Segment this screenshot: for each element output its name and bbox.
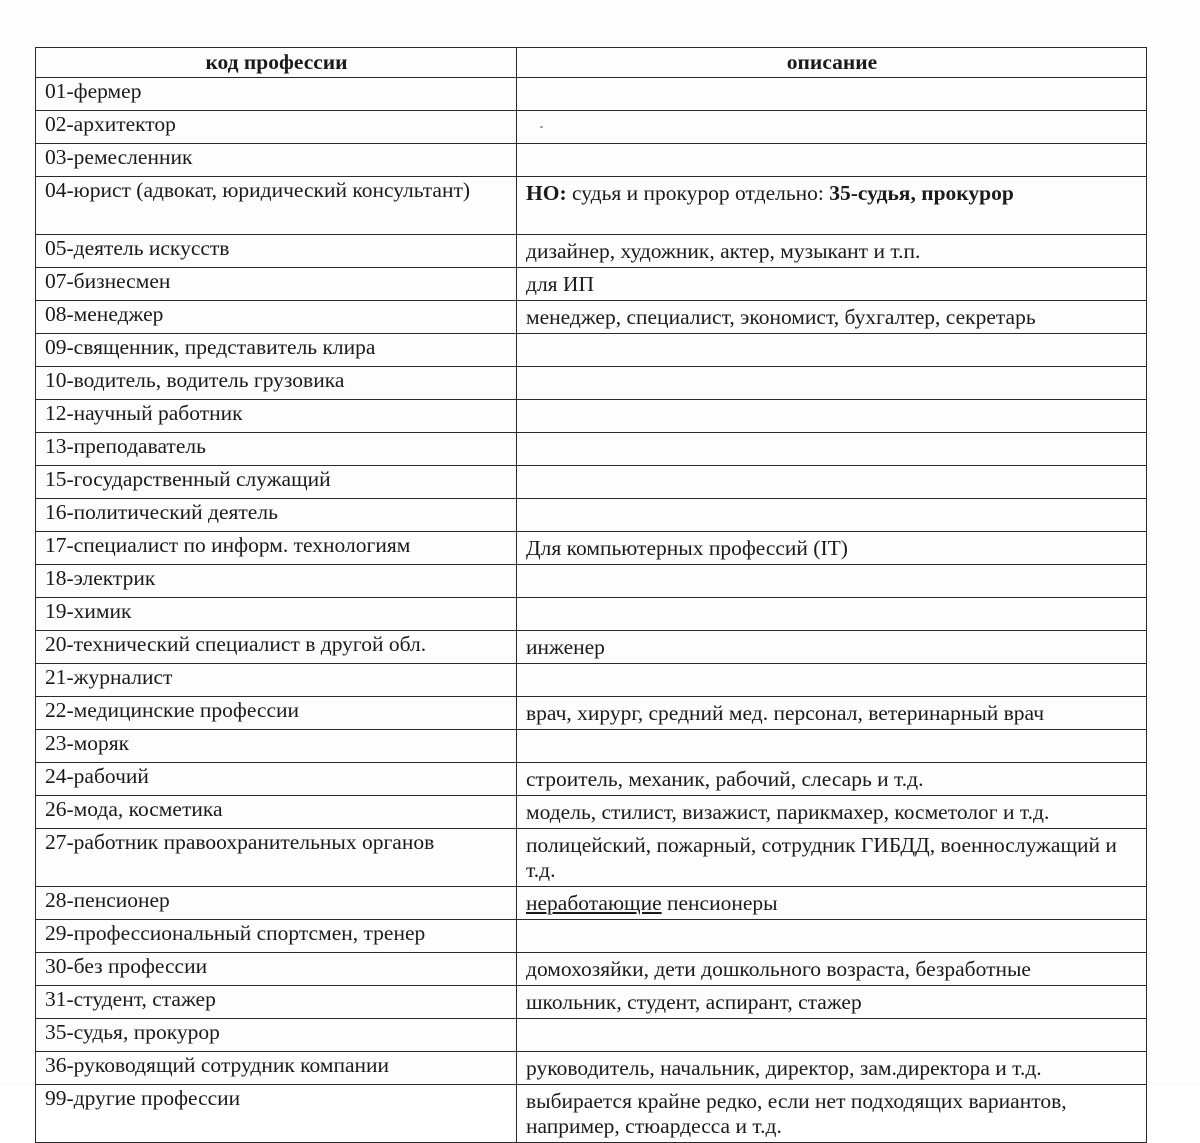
description-cell — [517, 598, 1147, 631]
table-row — [36, 144, 1147, 177]
code-cell: 31-студент, стажер — [36, 986, 517, 1019]
description-text: судья и прокурор отдельно: — [566, 181, 830, 205]
code-cell: 20-технический специалист в другой обл. — [36, 631, 517, 664]
description-cell: домохозяйки, дети дошкольного возраста, безработные — [517, 953, 1147, 986]
description-cell — [517, 887, 1147, 920]
description-cell: школьник, студент, аспирант, стажер — [517, 986, 1147, 1019]
code-cell: 99-другие профессии — [36, 1085, 517, 1143]
description-cell — [517, 433, 1147, 466]
code-cell: 28-пенсионер — [36, 887, 517, 920]
code-cell: 03-ремесленник — [36, 144, 517, 177]
description-cell: строитель, механик, рабочий, слесарь и т.д. — [517, 763, 1147, 796]
description-cell: для ИП — [517, 268, 1147, 301]
description-cell — [517, 565, 1147, 598]
description-cell: полицейский, пожарный, сотрудник ГИБДД, военнослужащий и т.д. — [517, 829, 1147, 887]
code-cell: 18-электрик — [36, 565, 517, 598]
code-cell: 21-журналист — [36, 664, 517, 697]
code-cell: 13-преподаватель — [36, 433, 517, 466]
table-row — [36, 697, 1147, 730]
table-row — [36, 1019, 1147, 1052]
table-row — [36, 1052, 1147, 1085]
code-cell: 04-юрист (адвокат, юридический консультант) — [36, 177, 517, 235]
description-cell: выбирается крайне редко, если нет подходящих вариантов, например, стюардесса и т.д. — [517, 1085, 1147, 1143]
table-row — [36, 466, 1147, 499]
description-cell — [517, 177, 1147, 235]
code-cell: 15-государственный служащий — [36, 466, 517, 499]
description-cell: менеджер, специалист, экономист, бухгалтер, секретарь — [517, 301, 1147, 334]
table-row — [36, 78, 1147, 111]
description-cell — [517, 144, 1147, 177]
code-cell: 22-медицинские профессии — [36, 697, 517, 730]
header-description: описание — [517, 48, 1147, 78]
description-cell — [517, 920, 1147, 953]
code-cell: 08-менеджер — [36, 301, 517, 334]
description-bold-prefix: НО: — [526, 181, 567, 205]
code-cell: 17-специалист по информ. технологиям — [36, 532, 517, 565]
table-row — [36, 730, 1147, 763]
code-cell: 36-руководящий сотрудник компании — [36, 1052, 517, 1085]
code-cell: 07-бизнесмен — [36, 268, 517, 301]
code-cell: 12-научный работник — [36, 400, 517, 433]
description-cell — [517, 499, 1147, 532]
table-row — [36, 1085, 1147, 1143]
code-cell: 02-архитектор — [36, 111, 517, 144]
code-cell: 26-мода, косметика — [36, 796, 517, 829]
description-bold-suffix: 35-судья, прокурор — [829, 181, 1014, 205]
profession-codes-table — [35, 47, 1147, 1143]
table-row — [36, 111, 1147, 144]
table-row — [36, 400, 1147, 433]
description-cell — [517, 78, 1147, 111]
description-cell — [517, 466, 1147, 499]
description-cell — [517, 367, 1147, 400]
table-row — [36, 953, 1147, 986]
description-cell: инженер — [517, 631, 1147, 664]
table-row — [36, 367, 1147, 400]
table-row — [36, 433, 1147, 466]
table-row — [36, 664, 1147, 697]
description-underlined: неработающие — [526, 891, 662, 915]
table-row — [36, 763, 1147, 796]
code-cell: 29-профессиональный спортсмен, тренер — [36, 920, 517, 953]
description-cell: руководитель, начальник, директор, зам.директора и т.д. — [517, 1052, 1147, 1085]
table-row — [36, 920, 1147, 953]
code-cell: 35-судья, прокурор — [36, 1019, 517, 1052]
description-cell — [517, 334, 1147, 367]
table-row — [36, 177, 1147, 235]
header-code: код профессии — [36, 48, 517, 78]
code-cell: 01-фермер — [36, 78, 517, 111]
description-cell — [517, 664, 1147, 697]
code-cell: 05-деятель искусств — [36, 235, 517, 268]
description-cell: модель, стилист, визажист, парикмахер, косметолог и т.д. — [517, 796, 1147, 829]
table-row — [36, 986, 1147, 1019]
code-cell: 30-без профессии — [36, 953, 517, 986]
table-row — [36, 532, 1147, 565]
description-cell: Для компьютерных профессий (IT) — [517, 532, 1147, 565]
table-header-row — [36, 48, 1147, 78]
code-cell: 09-священник, представитель клира — [36, 334, 517, 367]
table-row — [36, 235, 1147, 268]
description-cell — [517, 400, 1147, 433]
table-row — [36, 565, 1147, 598]
table-row — [36, 301, 1147, 334]
description-cell: дизайнер, художник, актер, музыкант и т.п. — [517, 235, 1147, 268]
code-cell: 10-водитель, водитель грузовика — [36, 367, 517, 400]
code-cell: 16-политический деятель — [36, 499, 517, 532]
table-row — [36, 829, 1147, 887]
table-row — [36, 598, 1147, 631]
description-cell — [517, 730, 1147, 763]
table-row — [36, 887, 1147, 920]
description-cell: врач, хирург, средний мед. персонал, ветеринарный врач — [517, 697, 1147, 730]
table-row — [36, 499, 1147, 532]
code-cell: 23-моряк — [36, 730, 517, 763]
table-row — [36, 268, 1147, 301]
description-cell — [517, 1019, 1147, 1052]
description-cell — [517, 111, 1147, 144]
code-cell: 24-рабочий — [36, 763, 517, 796]
table-row — [36, 631, 1147, 664]
code-cell: 19-химик — [36, 598, 517, 631]
code-cell: 27-работник правоохранительных органов — [36, 829, 517, 887]
description-text: пенсионеры — [661, 891, 778, 915]
table-row — [36, 334, 1147, 367]
table-row — [36, 796, 1147, 829]
